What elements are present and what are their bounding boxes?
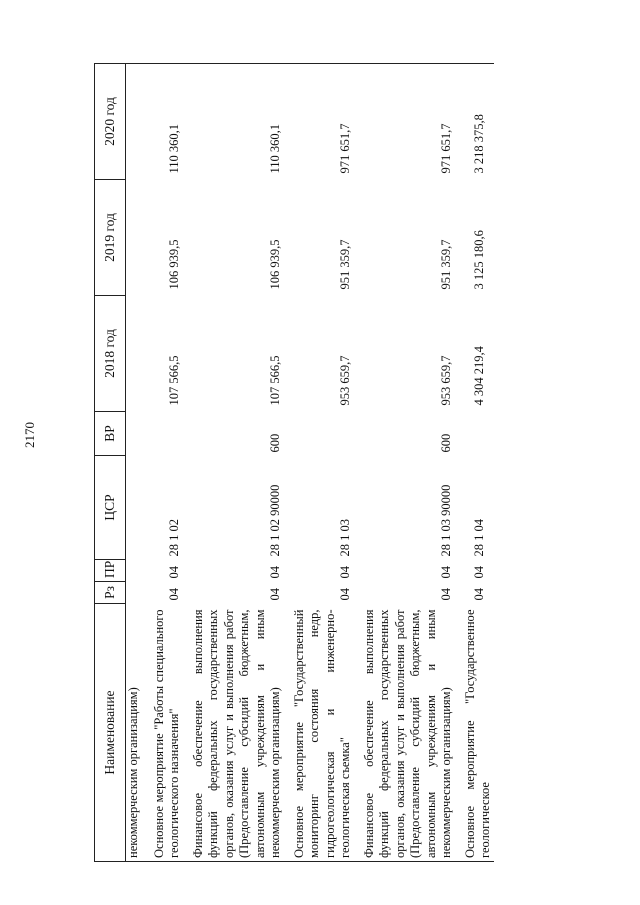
row-2020: 110 360,1 [189, 64, 290, 180]
row-vr [290, 412, 360, 456]
row-rz: 04 [472, 588, 486, 601]
row-pr: 04 [439, 566, 453, 579]
row-2019: 3 125 180,6 [472, 230, 486, 290]
row-2019: 106 939,5 [268, 239, 282, 290]
row-2020: 3 218 375,8 [461, 64, 494, 180]
row-2020: 971 651,7 [360, 64, 461, 180]
header-name: Наименование [95, 604, 126, 862]
row-2018: 107 566,5 [167, 355, 181, 406]
row-name: Основное мероприятие "Работы специального геологического назначения" [150, 604, 189, 862]
row-2018 [126, 296, 150, 412]
header-rz: Рз [95, 582, 126, 604]
table-row [189, 64, 290, 862]
budget-table [94, 63, 494, 862]
header-vr: ВР [95, 412, 126, 456]
row-rz: 04 [268, 588, 282, 601]
row-csr: 28 1 02 90000 [268, 484, 282, 557]
row-vr: 600 [439, 433, 453, 453]
row-name: Финансовое обеспечение выполнения функций федеральных государственных органов, оказания услуг и выполнения работ (Предоставление субсидий бюджетным, автономным учреждениям и иным некоммерческим организациям) [360, 604, 461, 862]
table-header-row [95, 64, 126, 862]
row-pr: 04 [472, 566, 486, 579]
header-pr: ПР [95, 560, 126, 582]
row-2019: 951 359,7 [338, 239, 352, 290]
row-csr: 28 1 04 [472, 519, 486, 557]
row-csr: 28 1 03 [338, 519, 352, 557]
row-pr: 04 [268, 566, 282, 579]
row-pr [126, 560, 150, 582]
row-rz: 04 [439, 588, 453, 601]
table-row [150, 64, 189, 862]
row-2019: 106 939,5 [167, 239, 181, 290]
table-row [290, 64, 360, 862]
budget-table-container [94, 64, 586, 862]
header-csr: ЦСР [95, 456, 126, 560]
header-2019: 2019 год [95, 180, 126, 296]
row-pr: 04 [338, 566, 352, 579]
table-row [360, 64, 461, 862]
row-vr [126, 412, 150, 456]
row-csr: 28 1 02 [167, 519, 181, 557]
row-rz: 04 [338, 588, 352, 601]
table-row [126, 64, 150, 862]
row-pr: 04 [167, 566, 181, 579]
row-vr [150, 412, 189, 456]
row-csr: 28 1 03 90000 [439, 484, 453, 557]
page-number: 2170 [22, 422, 37, 448]
row-2018: 953 659,7 [439, 355, 453, 406]
row-name: некоммерческим организациям) [126, 604, 150, 862]
header-2020: 2020 год [95, 64, 126, 180]
row-2020: 971 651,7 [290, 64, 360, 180]
row-name: Основное мероприятие "Государственное геологическое [461, 604, 494, 862]
header-2018: 2018 год [95, 296, 126, 412]
row-2018: 107 566,5 [268, 355, 282, 406]
row-2020 [126, 64, 150, 180]
row-2020: 110 360,1 [150, 64, 189, 180]
row-name: Финансовое обеспечение выполнения функций федеральных государственных органов, оказания услуг и выполнения работ (Предоставление субсидий бюджетным, автономным учреждениям и иным некоммерческим организациям) [189, 604, 290, 862]
row-2018: 953 659,7 [338, 355, 352, 406]
row-2018: 4 304 219,4 [472, 346, 486, 406]
row-vr: 600 [268, 433, 282, 453]
table-row [461, 64, 494, 862]
row-rz: 04 [167, 588, 181, 601]
row-2019: 951 359,7 [439, 239, 453, 290]
row-vr [461, 412, 494, 456]
row-csr [126, 456, 150, 560]
row-name: Основное мероприятие "Государственный мониторинг состояния недр, гидрогеологическая и инженерно-геологическая съемка" [290, 604, 360, 862]
row-2019 [126, 180, 150, 296]
row-rz [126, 582, 150, 604]
